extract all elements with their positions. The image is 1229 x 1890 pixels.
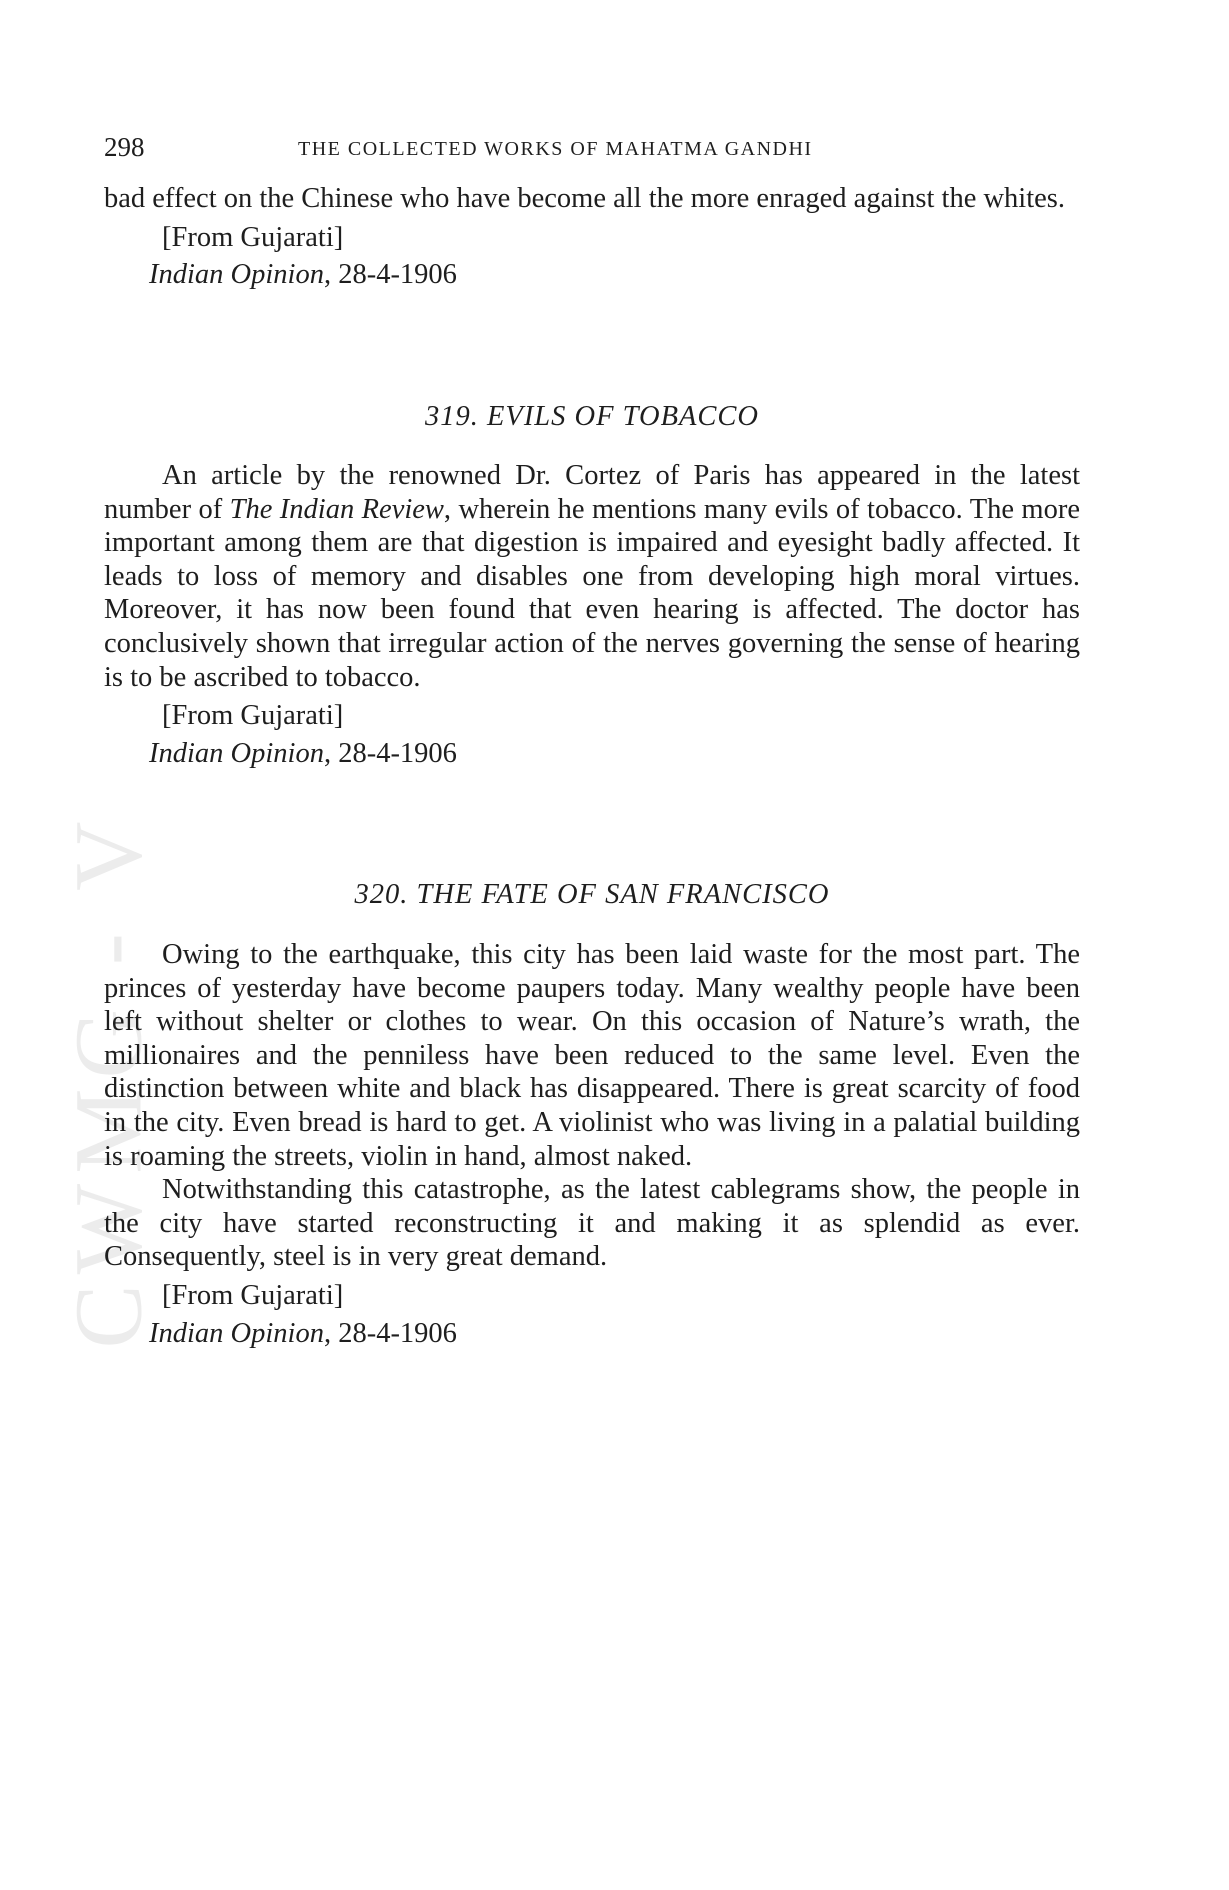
citation bbox=[104, 737, 1080, 771]
article-paragraph: Notwithstanding this catastrophe, as the latest cablegrams show, the people in the city have started reconstructing it and making it as splendid as ever. Consequently, steel is in very great demand. bbox=[104, 1174, 1080, 1273]
article-320 bbox=[104, 878, 1080, 912]
article-319-body bbox=[104, 459, 1080, 770]
continuation-paragraph: bad effect on the Chinese who have become all the more enraged against the whites. bbox=[104, 183, 1065, 214]
publication-title: The Indian Review bbox=[229, 493, 444, 525]
page-header bbox=[104, 132, 1080, 166]
citation bbox=[104, 1317, 1080, 1351]
page-number: 298 bbox=[104, 132, 145, 162]
watermark-text: CWMG - V bbox=[54, 811, 162, 1349]
source-note: [From Gujarati] bbox=[162, 700, 344, 732]
continuation-block bbox=[104, 182, 1080, 292]
running-head: THE COLLECTED WORKS OF MAHATMA GANDHI bbox=[298, 138, 813, 160]
article-title: 320. THE FATE OF SAN FRANCISCO bbox=[354, 879, 830, 910]
citation-date: , 28-4-1906 bbox=[323, 737, 457, 769]
paragraph-text: An article by the renowned Dr. Cortez of Paris has appeared in the latest number of bbox=[104, 460, 1080, 525]
citation-journal: Indian Opinion bbox=[149, 259, 324, 291]
source-note: [From Gujarati] bbox=[162, 1279, 344, 1311]
paragraph-text: , wherein he mentions many evils of tobacco. The more important among them are that digestion is impaired and eyesight badly affected. It leads to loss of memory and disables one from developing high moral virtues. Moreover, it has now been found that even hearing is affected. The doctor has conclusively shown that irregular action of the nerves governing the sense of hearing is to be ascribed to tobacco. bbox=[104, 493, 1080, 693]
citation bbox=[104, 258, 1080, 292]
citation-date: , 28-4-1906 bbox=[323, 259, 457, 291]
article-320-body bbox=[104, 938, 1080, 1350]
citation-journal: Indian Opinion bbox=[149, 1317, 324, 1349]
article-paragraph bbox=[104, 459, 1080, 694]
source-note: [From Gujarati] bbox=[162, 221, 344, 253]
article-paragraph: Owing to the earthquake, this city has been laid waste for the most part. The princes of yesterday have become paupers today. Many wealthy people have been left without shelter or clothes to wear. On this occasion of Nature’s wrath, the millionaires and the penniless have been reduced to the same level. Even the distinction between white and black has disappeared. There is great scarcity of food in the city. Even bread is hard to get. A violinist who was living in a palatial building is roaming the streets, violin in hand, almost naked. bbox=[104, 939, 1080, 1172]
article-319 bbox=[104, 400, 1080, 434]
citation-date: , 28-4-1906 bbox=[323, 1317, 457, 1349]
article-title: 319. EVILS OF TOBACCO bbox=[425, 401, 759, 432]
citation-journal: Indian Opinion bbox=[149, 737, 324, 769]
